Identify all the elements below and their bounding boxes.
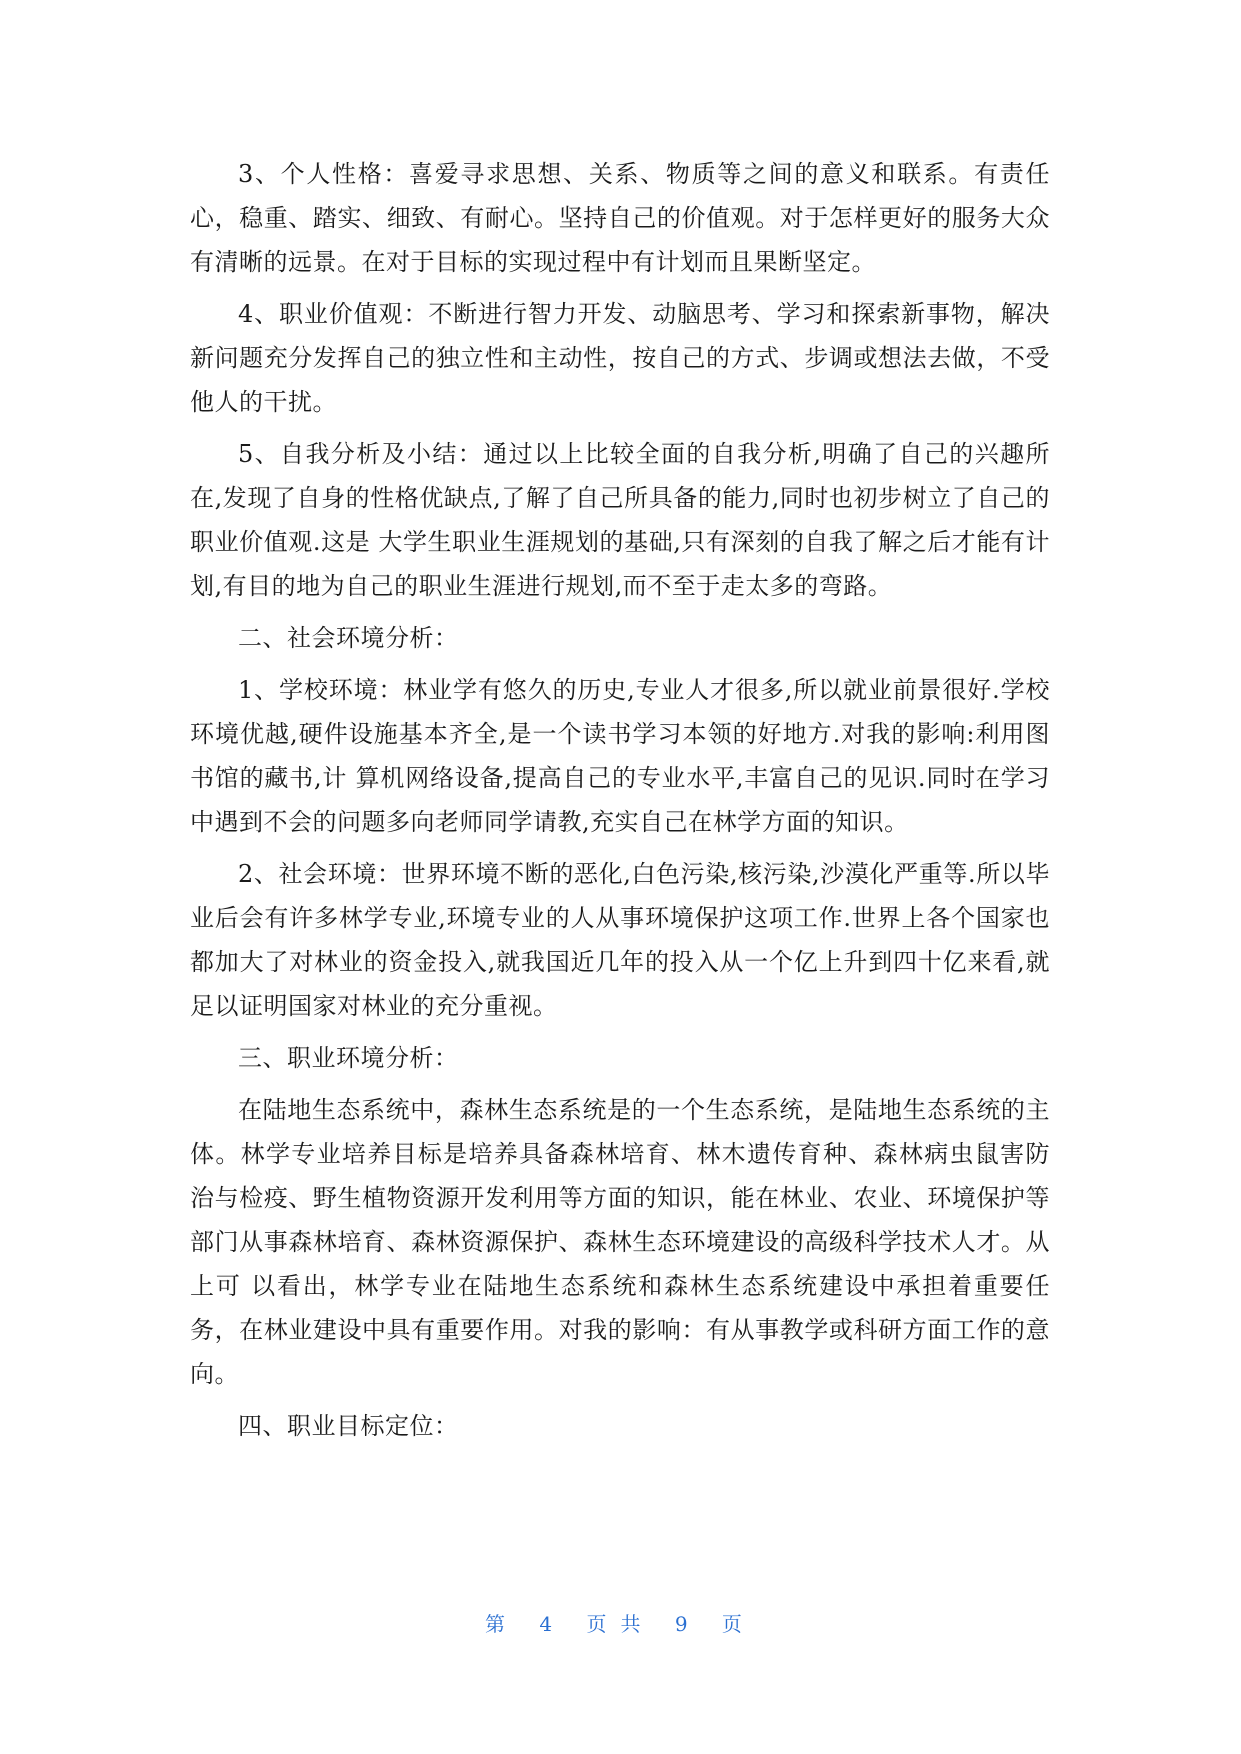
section-heading-social-environment: 二、社会环境分析： xyxy=(238,624,459,652)
paragraph-social-environment: 2、社会环境：世界环境不断的恶化,白色污染,核污染,沙漠化严重等.所以毕业后会有许多林学专业,环境专业的人从事环境保护这项工作.世界上各个国家也都加大了对林业的资金投入,就我国近几年的投入从一个亿上升到四十亿来看,就足以证明国家对林业的充分重视。 xyxy=(190,860,1050,1020)
section-heading-career-goal: 四、职业目标定位： xyxy=(238,1412,459,1440)
paragraph-school-environment: 1、学校环境：林业学有悠久的历史,专业人才很多,所以就业前景很好.学校环境优越,硬件设施基本齐全,是一个读书学习本领的好地方.对我的影响:利用图书馆的藏书,计 算机网络设备,提高自己的专业水平,丰富自己的见识.同时在学习中遇到不会的问题多向老师同学请教,充实自己在林学方面的知识。 xyxy=(190,676,1050,836)
paragraph-self-analysis-summary: 5、自我分析及小结：通过以上比较全面的自我分析,明确了自己的兴趣所在,发现了自身的性格优缺点,了解了自己所具备的能力,同时也初步树立了自己的职业价值观.这是 大学生职业生涯规划的基础,只有深刻的自我了解之后才能有计划,有目的地为自己的职业生涯进行规划,而不至于走太多的弯路。 xyxy=(190,440,1050,600)
document-body xyxy=(190,152,1050,1456)
paragraph-career-environment: 在陆地生态系统中，森林生态系统是的一个生态系统，是陆地生态系统的主体。林学专业培养目标是培养具备森林培育、林木遗传育种、森林病虫鼠害防 治与检疫、野生植物资源开发利用等方面的知识，能在林业、农业、环境保护等部门从事森林培育、森林资源保护、森林生态环境建设的高级科学技术人才。从上可 以看出，林学专业在陆地生态系统和森林生态系统建设中承担着重要任务，在林业建设中具有重要作用。对我的影响：有从事教学或科研方面工作的意向。 xyxy=(190,1096,1050,1388)
page-number-footer: 第 4 页共 9 页 xyxy=(485,1612,756,1636)
paragraph-personality: 3、个人性格：喜爱寻求思想、关系、物质等之间的意义和联系。有责任心，稳重、踏实、细致、有耐心。坚持自己的价值观。对于怎样更好的服务大众有清晰的远景。在对于目标的实现过程中有计划而且果断坚定。 xyxy=(190,160,1050,276)
paragraph-career-values: 4、职业价值观：不断进行智力开发、动脑思考、学习和探索新事物，解决新问题充分发挥自己的独立性和主动性，按自己的方式、步调或想法去做，不受他人的干扰。 xyxy=(190,300,1050,416)
section-heading-career-environment: 三、职业环境分析： xyxy=(238,1044,459,1072)
